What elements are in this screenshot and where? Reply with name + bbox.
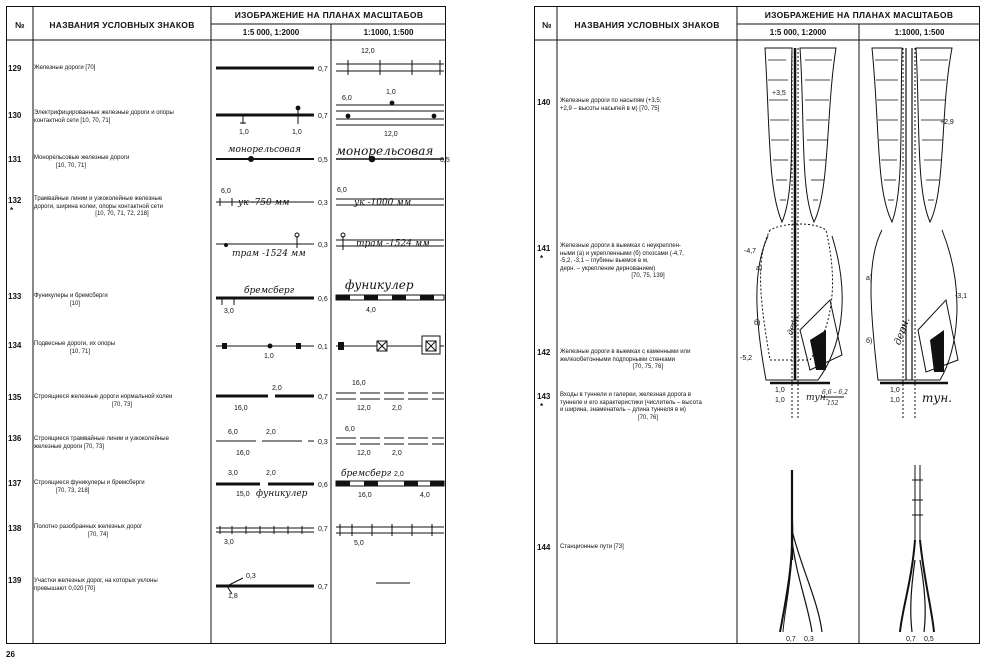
- label-d12-136: 12,0: [357, 450, 371, 457]
- label-w06-137: 0,6: [318, 482, 328, 489]
- label-d10-143b: 1,0: [775, 397, 785, 404]
- label-la-small: а): [756, 265, 763, 272]
- row-num-134: 134: [8, 341, 22, 350]
- label-d160-135: 16,0: [234, 405, 248, 412]
- label-d160-137: 16,0: [358, 492, 372, 499]
- label-dern-large: дерн.: [892, 316, 913, 347]
- label-uk1000: ук -1000 мм: [354, 198, 412, 208]
- label-w07: 0,7: [318, 66, 328, 73]
- label-w01-134: 0,1: [318, 344, 328, 351]
- label-lb-large: б): [866, 338, 873, 345]
- label-w03-132: 0,3: [318, 200, 328, 207]
- symbol-139: [216, 573, 410, 600]
- label-funicular: фуникулер: [256, 489, 308, 499]
- symbol-140-142-large: [866, 48, 967, 420]
- label-d10-134: 1,0: [264, 353, 274, 360]
- label-w07-144b: 0,7: [906, 636, 916, 643]
- label-w03-132c: 0,3: [318, 242, 328, 249]
- label-minus31: -3,1: [955, 293, 968, 300]
- label-d150-137: 15,0: [236, 491, 250, 498]
- label-tram1524-large: трам -1524 мм: [356, 239, 430, 249]
- row-name-140: Железные дороги по насыпям (+3,5; +2,9 – высоты насыпей в м) [70, 75]: [560, 98, 662, 112]
- label-d30-137: 3,0: [228, 470, 238, 477]
- row-name-133: Фуникулеры и бремсберги [10]: [34, 293, 108, 307]
- label-d30-138: 3,0: [224, 539, 234, 546]
- label-funicular-large: фуникулер: [345, 278, 414, 292]
- label-tun-num: 6,6 – 6,2: [822, 389, 848, 396]
- label-d10-143c: 1,0: [890, 387, 900, 394]
- header-names: НАЗВАНИЯ УСЛОВНЫХ ЗНАКОВ: [49, 20, 195, 30]
- row-num-131: 131: [8, 155, 22, 164]
- symbol-130: [216, 89, 444, 138]
- row-num-129: 129: [8, 64, 22, 73]
- label-monorail: монорельсовая: [228, 145, 301, 155]
- label-d20-136b: 2,0: [392, 450, 402, 457]
- label-w03-136: 0,3: [318, 439, 328, 446]
- row-star-132: *: [10, 206, 14, 215]
- label-d18-139: 1,8: [228, 593, 238, 600]
- label-d12-130: 12,0: [384, 131, 398, 138]
- symbol-131: [216, 144, 450, 164]
- label-w07-139: 0,7: [318, 584, 328, 591]
- label-d50-138: 5,0: [354, 540, 364, 547]
- label-w07-138: 0,7: [318, 526, 328, 533]
- left-grid: [6, 6, 446, 644]
- label-d10-143a: 1,0: [775, 387, 785, 394]
- row-name-136: Строящиеся трамвайные линии и узкоколейные железные дороги [70, 73]: [34, 436, 169, 450]
- row-num-141: 141: [537, 244, 551, 253]
- row-name-144: Станционные пути [73]: [560, 544, 624, 550]
- row-name-141: Железные дороги в выемках с неукреплен- ными (а) и укрепленными (б) откосами (-4,7, -5,2, -3,1 – глубины выемок в м, дерн. – укрепление дернованием) [70, 75, 139]: [560, 243, 684, 280]
- row-num-135: 135: [8, 393, 22, 402]
- label-d60-136b: 6,0: [345, 426, 355, 433]
- label-tun-large: тун.: [922, 391, 953, 405]
- label-tram1524: трам -1524 мм: [232, 249, 306, 259]
- label-uk750: ук -750 мм: [238, 198, 290, 208]
- symbol-140-142-small: [740, 48, 842, 420]
- row-num-138: 138: [8, 524, 22, 533]
- label-d30-133: 3,0: [224, 308, 234, 315]
- label-minus52: -5,2: [740, 355, 753, 362]
- row-star-141: *: [540, 254, 544, 263]
- row-num-139: 139: [8, 576, 22, 585]
- row-num-130: 130: [8, 111, 22, 120]
- label-d60-130: 6,0: [342, 95, 352, 102]
- row-name-135: Строящиеся железные дороги нормальной колеи [70, 73]: [34, 394, 173, 408]
- row-name-131: Монорельсовые железные дороги [10, 70, 71]: [34, 155, 130, 169]
- row-star-143: *: [540, 402, 544, 411]
- label-d60-136: 6,0: [228, 429, 238, 436]
- label-d10-b: 1,0: [292, 129, 302, 136]
- row-num-136: 136: [8, 434, 22, 443]
- row-num-137: 137: [8, 479, 22, 488]
- symbol-134: [216, 336, 444, 360]
- label-d60-132: 6,0: [221, 188, 231, 195]
- row-name-134: Подвесные дороги, их опоры [10, 71]: [34, 341, 116, 355]
- label-dern-small: дерн.: [785, 311, 802, 337]
- header-scale-small-right: 1:5 000, 1:2000: [769, 28, 827, 37]
- symbol-135: [216, 380, 444, 412]
- label-w05-144: 0,5: [924, 636, 934, 643]
- row-num-142: 142: [537, 348, 551, 357]
- symbol-129: [216, 48, 444, 75]
- header-scale-large-right: 1:1000, 1:500: [894, 28, 945, 37]
- header-scale-small: 1:5 000, 1:2000: [242, 28, 300, 37]
- label-d10-143d: 1,0: [890, 397, 900, 404]
- row-name-130: Электрифицированные железные дороги и опоры контактной сети [10, 70, 71]: [34, 110, 174, 124]
- label-w03-139: 0,3: [246, 573, 256, 580]
- label-tun-small: тун.: [806, 393, 829, 403]
- symbol-144: [780, 465, 934, 632]
- label-d40-137: 4,0: [420, 492, 430, 499]
- symbol-137: [216, 468, 444, 499]
- label-d60-132b: 6,0: [337, 187, 347, 194]
- row-name-139: Участки железных дорог, на которых уклоны превышают 0,020 [70]: [34, 578, 158, 592]
- header-no-right: №: [542, 20, 552, 30]
- label-w06-133: 0,6: [318, 296, 328, 303]
- label-plus35: +3,5: [772, 90, 786, 97]
- label-bremsberg: бремсберг: [244, 286, 295, 296]
- label-d12: 12,0: [361, 48, 375, 55]
- label-minus47: -4,7: [744, 248, 757, 255]
- symbol-138: [216, 524, 444, 547]
- label-tun-den: 152: [827, 400, 839, 407]
- row-num-143: 143: [537, 392, 551, 401]
- symbol-143: [775, 387, 952, 407]
- header-images-right: ИЗОБРАЖЕНИЕ НА ПЛАНАХ МАСШТАБОВ: [764, 10, 954, 20]
- label-w03-144: 0,3: [804, 636, 814, 643]
- label-w07-130: 0,7: [318, 113, 328, 120]
- page-number: 26: [6, 650, 15, 659]
- row-name-138: Полотно разобранных железных дорог [70, 74]: [34, 524, 143, 538]
- label-d10-a: 1,0: [239, 129, 249, 136]
- label-la-large: а): [866, 275, 873, 282]
- header-names-right: НАЗВАНИЯ УСЛОВНЫХ ЗНАКОВ: [574, 20, 720, 30]
- label-w05-131b: 0,5: [440, 157, 450, 164]
- row-name-129: Железные дороги [70]: [34, 65, 96, 71]
- label-d10-130: 1,0: [386, 89, 396, 96]
- symbol-136: [216, 426, 444, 457]
- label-d20-135: 2,0: [272, 385, 282, 392]
- label-d160-136: 16,0: [236, 450, 250, 457]
- row-name-137: Строящиеся фуникулеры и бремсберги [70, 73, 218]: [34, 480, 145, 494]
- header-no: №: [15, 20, 25, 30]
- label-bremsberg-large: бремсберг: [341, 469, 392, 479]
- label-d20-137b: 2,0: [394, 471, 404, 478]
- row-num-144: 144: [537, 543, 551, 552]
- header-images: ИЗОБРАЖЕНИЕ НА ПЛАНАХ МАСШТАБОВ: [234, 10, 424, 20]
- label-lb-small: б): [754, 320, 761, 327]
- row-name-132: Трамвайные линии и узкоколейные железные дороги, ширина колеи, опоры контактной сети [10, 70, 71, 72, 218]: [34, 196, 163, 218]
- header-scale-large: 1:1000, 1:500: [363, 28, 414, 37]
- label-d20-135b: 2,0: [392, 405, 402, 412]
- label-monorail-large: монорельсовая: [336, 144, 434, 158]
- label-d160-135b: 16,0: [352, 380, 366, 387]
- label-d20-136: 2,0: [266, 429, 276, 436]
- label-w05-131: 0,5: [318, 157, 328, 164]
- label-w07-144: 0,7: [786, 636, 796, 643]
- label-d20-137: 2,0: [266, 470, 276, 477]
- row-num-133: 133: [8, 292, 22, 301]
- row-name-142: Железные дороги в выемках с каменными или железобетонными подпорными стенками [70, 75, 76]: [560, 349, 691, 371]
- label-w07-135: 0,7: [318, 394, 328, 401]
- label-plus29: +2,9: [940, 119, 954, 126]
- label-d40-133: 4,0: [366, 307, 376, 314]
- row-num-140: 140: [537, 98, 551, 107]
- row-name-143: Входы в туннели и галереи, железная дорога в туннеле и его характеристики (числитель – высота и ширина, знаменатель – длина туннеля в м) [70, 76]: [560, 392, 702, 421]
- symbol-132: [216, 187, 444, 259]
- row-num-132: 132: [8, 196, 22, 205]
- label-d12-135: 12,0: [357, 405, 371, 412]
- symbol-133: [216, 278, 444, 315]
